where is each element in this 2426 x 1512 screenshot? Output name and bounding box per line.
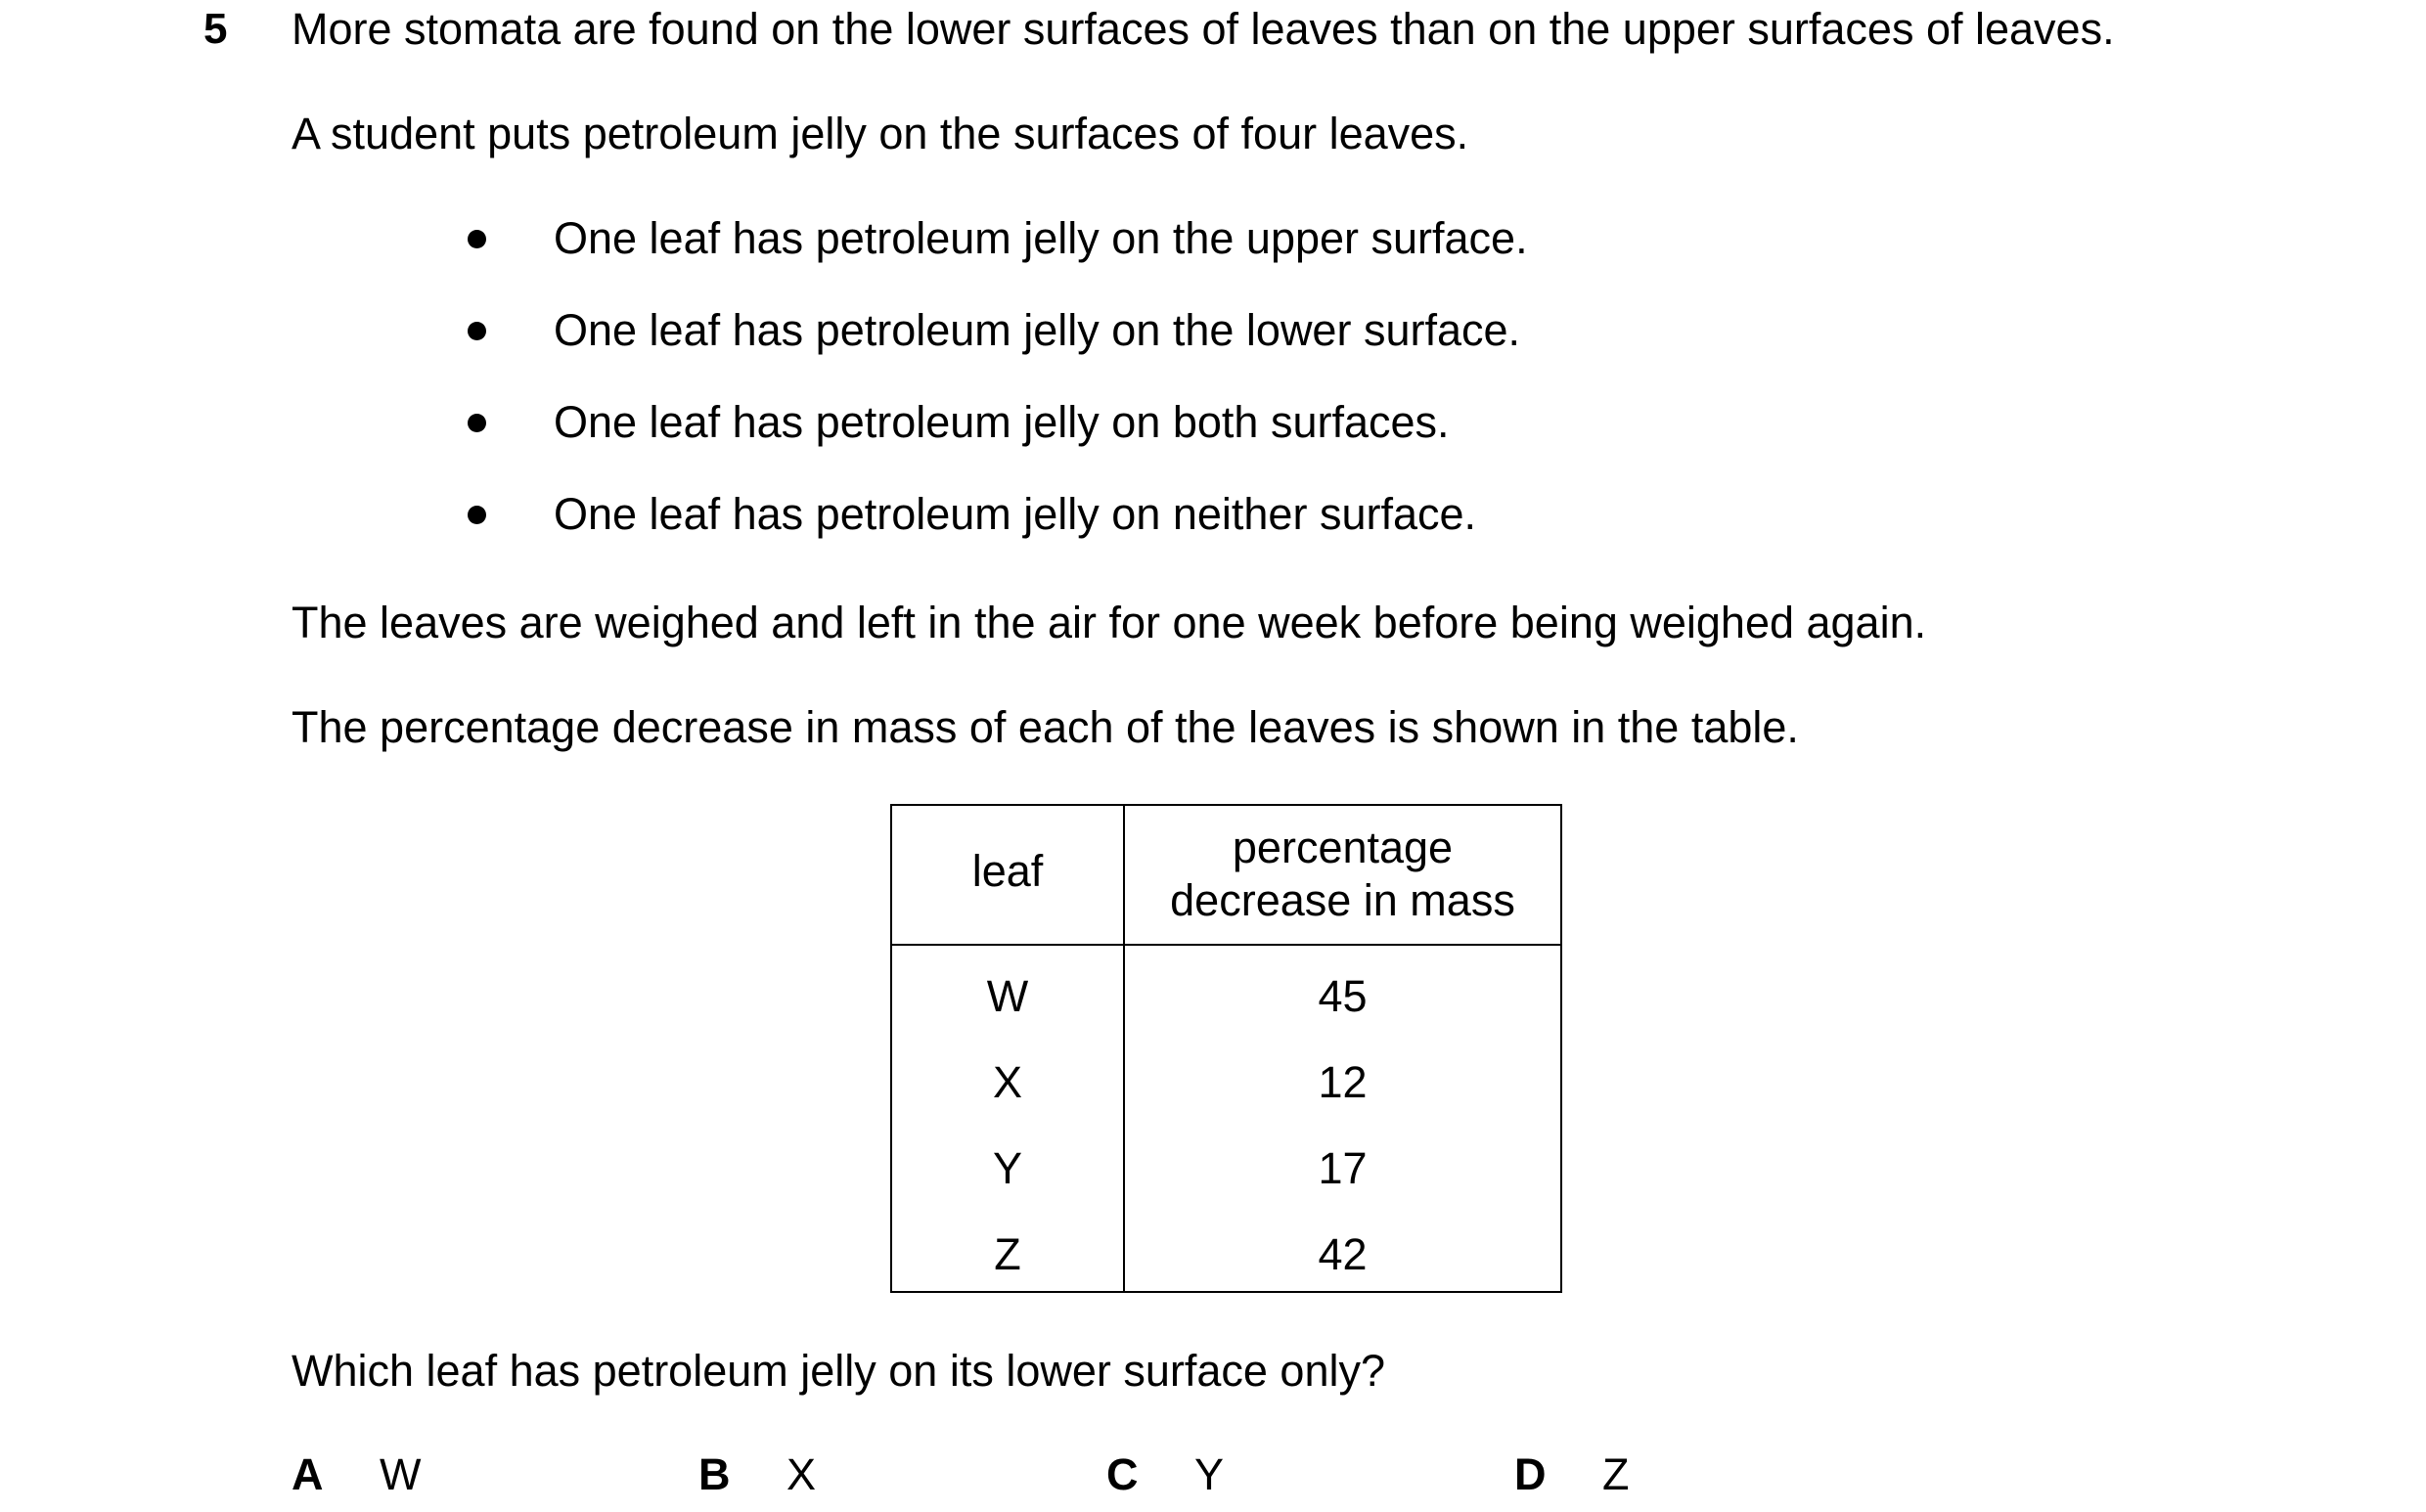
table-cell-decrease: 12: [1318, 1057, 1368, 1107]
table-cell-leaf: Y: [992, 1143, 1022, 1193]
results-table: [890, 804, 1562, 1293]
bullet-text: One leaf has petroleum jelly on the upper surface.: [554, 213, 1528, 263]
option-letter: B: [698, 1449, 731, 1499]
option-value: Z: [1602, 1449, 1630, 1499]
table-cell-leaf: X: [992, 1057, 1022, 1107]
bullet-dot-icon: [468, 322, 486, 340]
table-cell-leaf: Z: [994, 1229, 1021, 1279]
bullet-text: One leaf has petroleum jelly on both surfaces.: [554, 397, 1450, 447]
table-cell-decrease: 42: [1318, 1229, 1368, 1279]
option-c[interactable]: [1106, 1445, 1225, 1504]
option-d[interactable]: [1514, 1445, 1630, 1504]
table-cell-decrease: 17: [1318, 1143, 1368, 1193]
bullet-text: One leaf has petroleum jelly on the lower surface.: [554, 305, 1521, 355]
question-prompt: Which leaf has petroleum jelly on its lower surface only?: [292, 1346, 1386, 1396]
option-value: X: [786, 1449, 817, 1499]
option-b[interactable]: [698, 1445, 817, 1504]
table-header-leaf: leaf: [971, 846, 1044, 896]
setup-text: A student puts petroleum jelly on the surfaces of four leaves.: [292, 109, 1469, 158]
bullet-text: One leaf has petroleum jelly on neither surface.: [554, 489, 1477, 539]
table-header-divider: [892, 944, 1560, 946]
option-letter: D: [1514, 1449, 1547, 1499]
table-header-percentage: [1125, 822, 1560, 927]
table-cell-leaf: W: [986, 971, 1029, 1021]
option-value: W: [380, 1449, 422, 1499]
question-number: 5: [203, 5, 228, 53]
method-text: The leaves are weighed and left in the air for one week before being weighed again.: [292, 598, 1927, 647]
intro-text: More stomata are found on the lower surfaces of leaves than on the upper surfaces of leaves.: [292, 4, 2115, 54]
bullet-dot-icon: [468, 230, 486, 248]
option-letter: A: [292, 1449, 324, 1499]
table-cell-decrease: 45: [1318, 971, 1368, 1021]
table-intro-text: The percentage decrease in mass of each of the leaves is shown in the table.: [292, 702, 1799, 752]
table-header-line-2: decrease in mass: [1170, 875, 1515, 925]
option-letter: C: [1106, 1449, 1139, 1499]
table-header-line-1: percentage: [1232, 823, 1454, 872]
bullet-dot-icon: [468, 414, 486, 432]
bullet-dot-icon: [468, 506, 486, 524]
option-value: Y: [1194, 1449, 1225, 1499]
option-a[interactable]: [292, 1445, 422, 1504]
answer-options: [0, 1445, 2426, 1510]
